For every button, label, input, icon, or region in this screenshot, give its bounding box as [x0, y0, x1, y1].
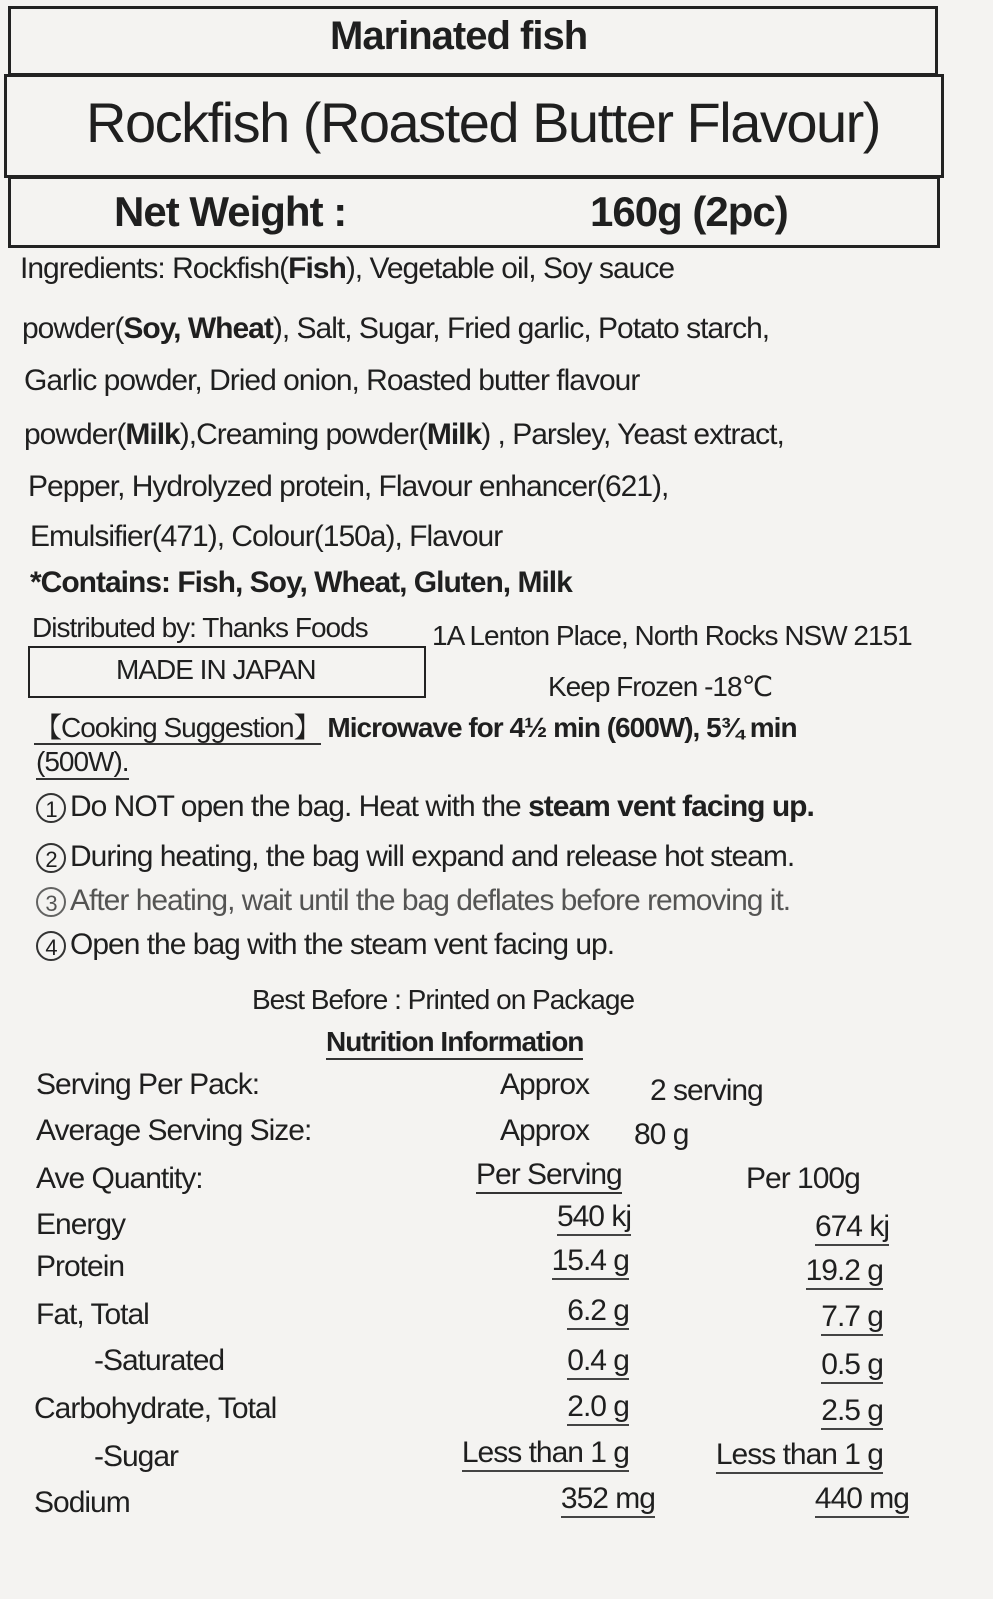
contains-allergens: *Contains: Fish, Soy, Wheat, Gluten, Milk	[30, 566, 572, 599]
ave-quantity-label: Ave Quantity:	[36, 1162, 203, 1195]
ingredients-text: ), Vegetable oil, Soy sauce	[345, 252, 675, 285]
ingredients-text: ) , Parsley, Yeast extract,	[481, 418, 784, 451]
ingredients-line-4	[24, 418, 784, 452]
product-title: Rockfish (Roasted Butter Flavour)	[86, 91, 880, 154]
nutrient-per100: 19.2 g	[806, 1254, 883, 1290]
category-title: Marinated fish	[330, 14, 588, 58]
nutrient-per100: 674 kj	[815, 1210, 889, 1246]
ingredients-text: ),Creaming powder(	[179, 418, 427, 451]
step-text: Open the bag with the steam vent facing up.	[70, 928, 615, 961]
step-3	[36, 884, 790, 918]
allergen: Fish	[288, 252, 346, 285]
step-number: 1	[36, 793, 66, 823]
cooking-suggestion-label: 【Cooking Suggestion】	[34, 712, 321, 743]
ingredients-line-2	[22, 312, 769, 346]
nutrient-serving: Less than 1 g	[462, 1436, 629, 1472]
ingredients-text: Pepper, Hydrolyzed protein, Flavour enhancer(621),	[28, 470, 669, 503]
nutrient-serving: 540 kj	[557, 1200, 631, 1236]
nutrient-per100: 2.5 g	[821, 1394, 883, 1430]
ingredients-line-1	[20, 252, 674, 286]
nutrient-label: Carbohydrate, Total	[34, 1392, 277, 1425]
step-4	[36, 928, 614, 962]
nutrition-title: Nutrition Information	[326, 1026, 583, 1060]
step-number: 4	[36, 931, 66, 961]
allergen: Soy, Wheat	[123, 312, 273, 345]
allergen: Milk	[426, 418, 482, 451]
nutrient-label: Fat, Total	[36, 1298, 149, 1331]
step-number: 3	[36, 887, 66, 917]
nutrient-serving: 6.2 g	[567, 1294, 629, 1330]
step-2	[36, 840, 794, 874]
ingredients-text: Garlic powder, Dried onion, Roasted butter flavour	[24, 364, 640, 397]
distributed-by: Distributed by: Thanks Foods	[32, 612, 368, 643]
net-weight-label: Net Weight :	[114, 188, 347, 235]
ingredients-text: Emulsifier(471), Colour(150a), Flavour	[30, 520, 503, 553]
nutrient-per100: 7.7 g	[821, 1300, 883, 1336]
nutrient-label: Energy	[36, 1208, 126, 1241]
ingredients-text: ), Salt, Sugar, Fried garlic, Potato starch,	[272, 312, 770, 345]
ingredients-text: powder(	[24, 418, 126, 451]
allergen: Milk	[125, 418, 180, 451]
avg-serving-value: 80 g	[634, 1118, 689, 1151]
nutrient-label: -Saturated	[94, 1344, 225, 1377]
ingredients-line-3	[24, 364, 639, 398]
nutrient-serving: 0.4 g	[567, 1344, 629, 1380]
nutrient-serving: 352 mg	[561, 1482, 655, 1518]
cooking-suggestion-cont: (500W).	[36, 746, 129, 780]
step-1	[36, 790, 814, 824]
step-text-bold: steam vent facing up.	[528, 790, 814, 823]
nutrient-per100: 440 mg	[815, 1482, 909, 1518]
serving-per-pack-label: Serving Per Pack:	[36, 1068, 260, 1101]
nutrient-serving: 2.0 g	[567, 1390, 629, 1426]
avg-serving-approx: Approx	[500, 1114, 590, 1147]
ingredients-line-6	[30, 520, 502, 554]
nutrient-label: Protein	[36, 1250, 125, 1283]
nutrient-serving: 15.4 g	[552, 1244, 629, 1280]
col-per-serving: Per Serving	[476, 1158, 622, 1194]
made-in-japan: MADE IN JAPAN	[116, 654, 316, 685]
nutrient-label: -Sugar	[94, 1440, 179, 1473]
ingredients-text: Ingredients: Rockfish(	[20, 252, 289, 285]
step-text: Do NOT open the bag. Heat with the	[70, 790, 529, 823]
cooking-suggestion-text: Microwave for 4½ min (600W), 5¾ min	[327, 712, 797, 743]
ingredients-line-5	[28, 470, 668, 504]
serving-per-pack-approx: Approx	[500, 1068, 590, 1101]
keep-frozen: Keep Frozen -18℃	[548, 671, 773, 702]
cooking-suggestion	[34, 706, 797, 746]
net-weight-value: 160g (2pc)	[590, 188, 788, 235]
ingredients-text: powder(	[22, 312, 124, 345]
step-number: 2	[36, 843, 66, 873]
col-per-100g: Per 100g	[746, 1162, 860, 1195]
nutrient-label: Sodium	[34, 1486, 130, 1519]
serving-per-pack-value: 2 serving	[650, 1074, 763, 1107]
avg-serving-label: Average Serving Size:	[36, 1114, 312, 1147]
distributor-address: 1A Lenton Place, North Rocks NSW 2151	[432, 620, 912, 651]
nutrient-per100: 0.5 g	[821, 1348, 883, 1384]
nutrient-per100: Less than 1 g	[716, 1438, 883, 1474]
best-before: Best Before : Printed on Package	[252, 984, 635, 1015]
step-text: During heating, the bag will expand and release hot steam.	[70, 840, 795, 873]
step-text: After heating, wait until the bag deflates before removing it.	[70, 884, 791, 917]
